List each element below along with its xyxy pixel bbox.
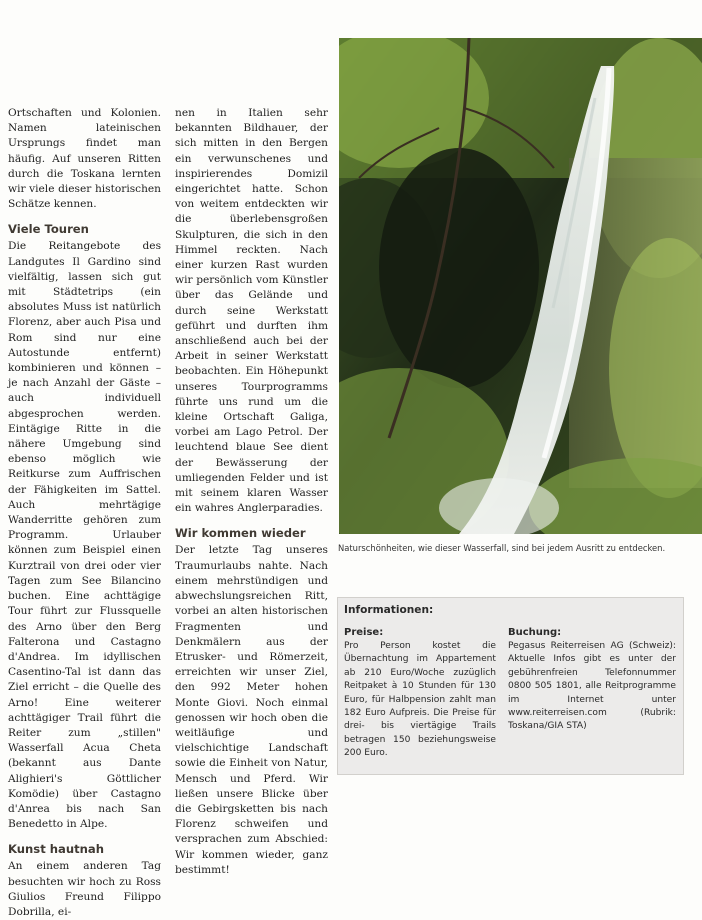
price-section: [344, 626, 496, 761]
booking-text: Pegasus Reiterreisen AG (Schweiz): Aktuelle Infos gibt es unter der gebührenfreien Telefonnummer 0800 505 1801, alle Reitprogramme im Internet unter www.reiterreisen.com (Rubrik: Toskana/GIA STA): [508, 641, 676, 732]
kunst-hautnah-paragraph: An einem anderen Tag besuchten wir hoch zu Ross Giulios Freund Filippo Dobrilla, ei-: [8, 860, 161, 918]
section-heading-viele-touren: Viele Touren: [8, 222, 89, 237]
waterfall-image: [339, 38, 702, 534]
viele-touren-paragraph: Die Reitangebote des Landgutes Il Gardino sind vielfältig, lassen sich gut mit Städtetrips (ein absolutes Muss ist natürlich Florenz, aber auch Pisa und Rom sind nur eine Autostunde entfernt) kombinieren und können – je nach Anzahl der Gäste – auch individuell abgesprochen werden. Eintägige Ritte in die nähere Umgebung sind ebenso möglich wie Reitkurse zum Auffrischen der Fähigkeiten im Sattel. Auch mehrtägige Wanderritte gehören zum Programm. Urlauber können zum Beispiel einen Kurztrail von drei oder vier Tagen zum See Bilancino buchen. Eine achttägige Tour führt zur Flussquelle des Arno über den Berg Falterona und Castagno d'Andrea. Im idyllischen Casentino-Tal ist dann das Ziel erricht – die Quelle des Arno! Eine weiterer achttägiger Trail führt die Reiter zum „stillen" Wasserfall Acua Cheta (bekannt aus Dante Alighieri's Göttlicher Komödie) über Castagno d'Anrea bis nach San Benedetto in Alpe.: [8, 240, 161, 831]
section-heading-wir-kommen-wieder: Wir kommen wieder: [175, 526, 306, 541]
information-box: [337, 597, 684, 775]
wir-kommen-wieder-paragraph: Der letzte Tag unseres Traumurlaubs nahte. Nach einem mehrstündigen und abwechslungsreichen Ritt, vorbei an alten historischen Fragmenten und Denkmälern aus der Etrusker- und Römerzeit, erreichten wir unser Ziel, den 992 Meter hohen Monte Giovi. Noch einmal genossen wir hoch oben die weitläufige und vielschichtige Landschaft sowie die Einheit von Natur, Mensch und Pferd. Wir ließen unsere Blicke über die Gebirgsketten bis nach Florenz schweifen und versprachen zum Abschied: Wir kommen wieder, ganz bestimmt!: [175, 544, 328, 876]
photo-caption: Naturschönheiten, wie dieser Wasserfall, sind bei jedem Ausritt zu entdecken.: [338, 543, 666, 553]
intro-paragraph: Ortschaften und Kolonien. Namen lateinischen Ursprungs findet man häufig. Auf unseren Ritten durch die Toskana lernten wir viele dieser historischen Schätze kennen.: [8, 107, 161, 211]
waterfall-photo: [339, 38, 702, 534]
article-column-2: [175, 106, 328, 878]
price-heading: Preise:: [344, 627, 384, 638]
booking-section: [508, 626, 676, 734]
price-text: Pro Person kostet die Übernachtung im Appartement ab 210 Euro/Woche zuzüglich Reitpaket à 10 Stunden für 130 Euro, für Halbpension zahlt man 182 Euro Aufpreis. Die Preise für drei- bis viertägige Trails betragen 150 beziehungsweise 200 Euro.: [344, 641, 496, 759]
section-heading-kunst-hautnah: Kunst hautnah: [8, 842, 104, 857]
sculptor-paragraph: nen in Italien sehr bekannten Bildhauer, der sich mitten in den Bergen ein verwunschenes und inspirierendes Domizil eingerichtet hatte. Schon von weitem entdeckten wir die überlebensgroßen Skulpturen, die sich in den Himmel reckten. Nach einer kurzen Rast wurden wir persönlich vom Künstler über das Gelände und durch seine Werkstatt geführt und durften ihm anschließend auch bei der Arbeit in seiner Werkstatt beobachten. Ein Höhepunkt unseres Tourprogramms führte uns rund um die kleine Ortschaft Galiga, vorbei am Lago Petrol. Der leuchtend blaue See dient der Bewässerung der umliegenden Felder und ist mit seinem klaren Wasser ein wahres Anglerparadies.: [175, 107, 328, 515]
booking-heading: Buchung:: [508, 627, 562, 638]
info-title: Informationen:: [344, 604, 434, 616]
article-column-1: [8, 106, 161, 920]
